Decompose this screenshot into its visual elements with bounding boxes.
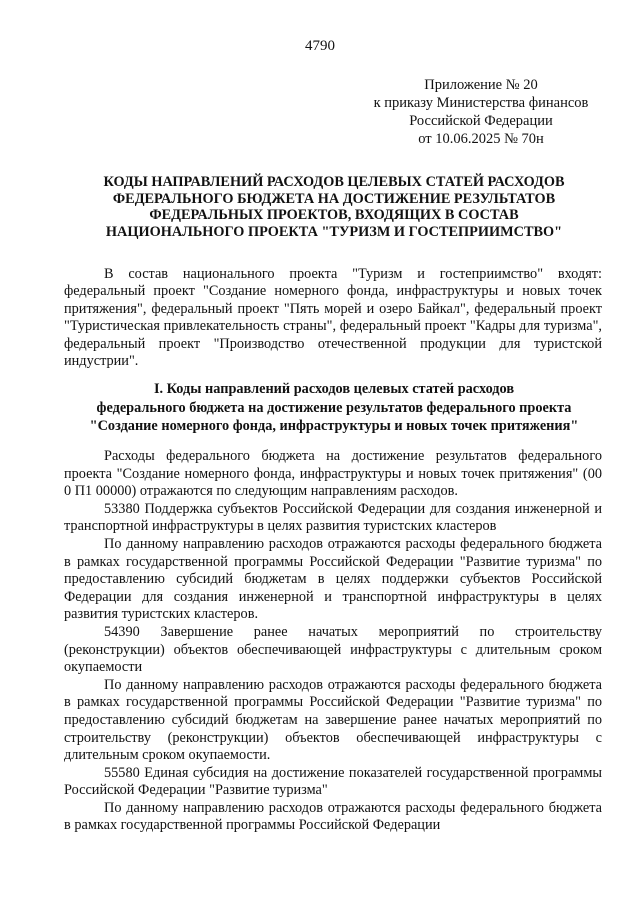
paragraph: Расходы федерального бюджета на достижение результатов федерального проекта "Создание номерного фонда, инфраструктуры и новых точек притяжения" (00 0 П1 00000) отражаются по следующим направлениям расходов. — [64, 448, 602, 500]
title-line: ФЕДЕРАЛЬНОГО БЮДЖЕТА НА ДОСТИЖЕНИЕ РЕЗУЛЬТАТОВ — [112, 190, 556, 207]
section-heading-line: I. Коды направлений расходов целевых статей расходов — [153, 381, 515, 397]
page-number: 4790 — [305, 38, 335, 54]
appendix-line: от 10.06.2025 № 70н — [418, 131, 544, 147]
appendix-line: Российской Федерации — [409, 113, 553, 129]
paragraph: По данному направлению расходов отражаются расходы федерального бюджета в рамках государственной программы Российской Федерации "Развитие туризма" по предоставлению субсидий бюджетам на завершение ранее начатых мероприятий по строительству (реконструкции) объектов обеспечивающей инфраструктуры с длительным сроком окупаемости. — [64, 676, 602, 764]
paragraph: По данному направлению расходов отражаются расходы федерального бюджета в рамках государственной программы Российской Федерации — [64, 799, 602, 834]
title-line: ФЕДЕРАЛЬНЫХ ПРОЕКТОВ, ВХОДЯЩИХ В СОСТАВ — [149, 207, 519, 223]
paragraph: 55580 Единая субсидия на достижение показателей государственной программы Российской Федерации "Развитие туризма" — [64, 764, 602, 799]
section-heading — [62, 380, 606, 436]
section-heading-line: "Создание номерного фонда, инфраструктуры и новых точек притяжения" — [89, 418, 579, 434]
paragraph: По данному направлению расходов отражаются расходы федерального бюджета в рамках государственной программы Российской Федерации "Развитие туризма" по предоставлению субсидий бюджетам в целях поддержки субъектов Российской Федерации для создания инженерной и транспортной инфраструктуры в целях развития туристских кластеров. — [64, 535, 602, 623]
appendix-reference — [356, 76, 606, 148]
section-heading-line: федерального бюджета на достижение результатов федерального проекта — [96, 399, 572, 416]
appendix-line: Приложение № 20 — [424, 77, 538, 93]
paragraph: 54390 Завершение ранее начатых мероприятий по строительству (реконструкции) объектов обеспечивающей инфраструктуры с длительным сроком окупаемости — [64, 623, 602, 676]
appendix-line: к приказу Министерства финансов — [373, 95, 589, 111]
intro-section — [64, 266, 602, 370]
intro-paragraph: В состав национального проекта "Туризм и гостеприимство" входят: федеральный проект "Создание номерного фонда, инфраструктуры и новых точек притяжения", федеральный проект "Пять морей и озеро Байкал", федеральный проект "Туристическая привлекательность страны", федеральный проект "Кадры для туризма", федеральный проект "Производство отечественной продукции для туристской индустрии". — [64, 266, 602, 370]
section-body — [64, 448, 602, 835]
document-title — [62, 174, 606, 240]
title-line: НАЦИОНАЛЬНОГО ПРОЕКТА "ТУРИЗМ И ГОСТЕПРИИМСТВО" — [105, 223, 563, 240]
title-line: КОДЫ НАПРАВЛЕНИЙ РАСХОДОВ ЦЕЛЕВЫХ СТАТЕЙ РАСХОДОВ — [103, 174, 565, 190]
paragraph: 53380 Поддержка субъектов Российской Федерации для создания инженерной и транспортной инфраструктуры в целях развития туристских кластеров — [64, 500, 602, 535]
